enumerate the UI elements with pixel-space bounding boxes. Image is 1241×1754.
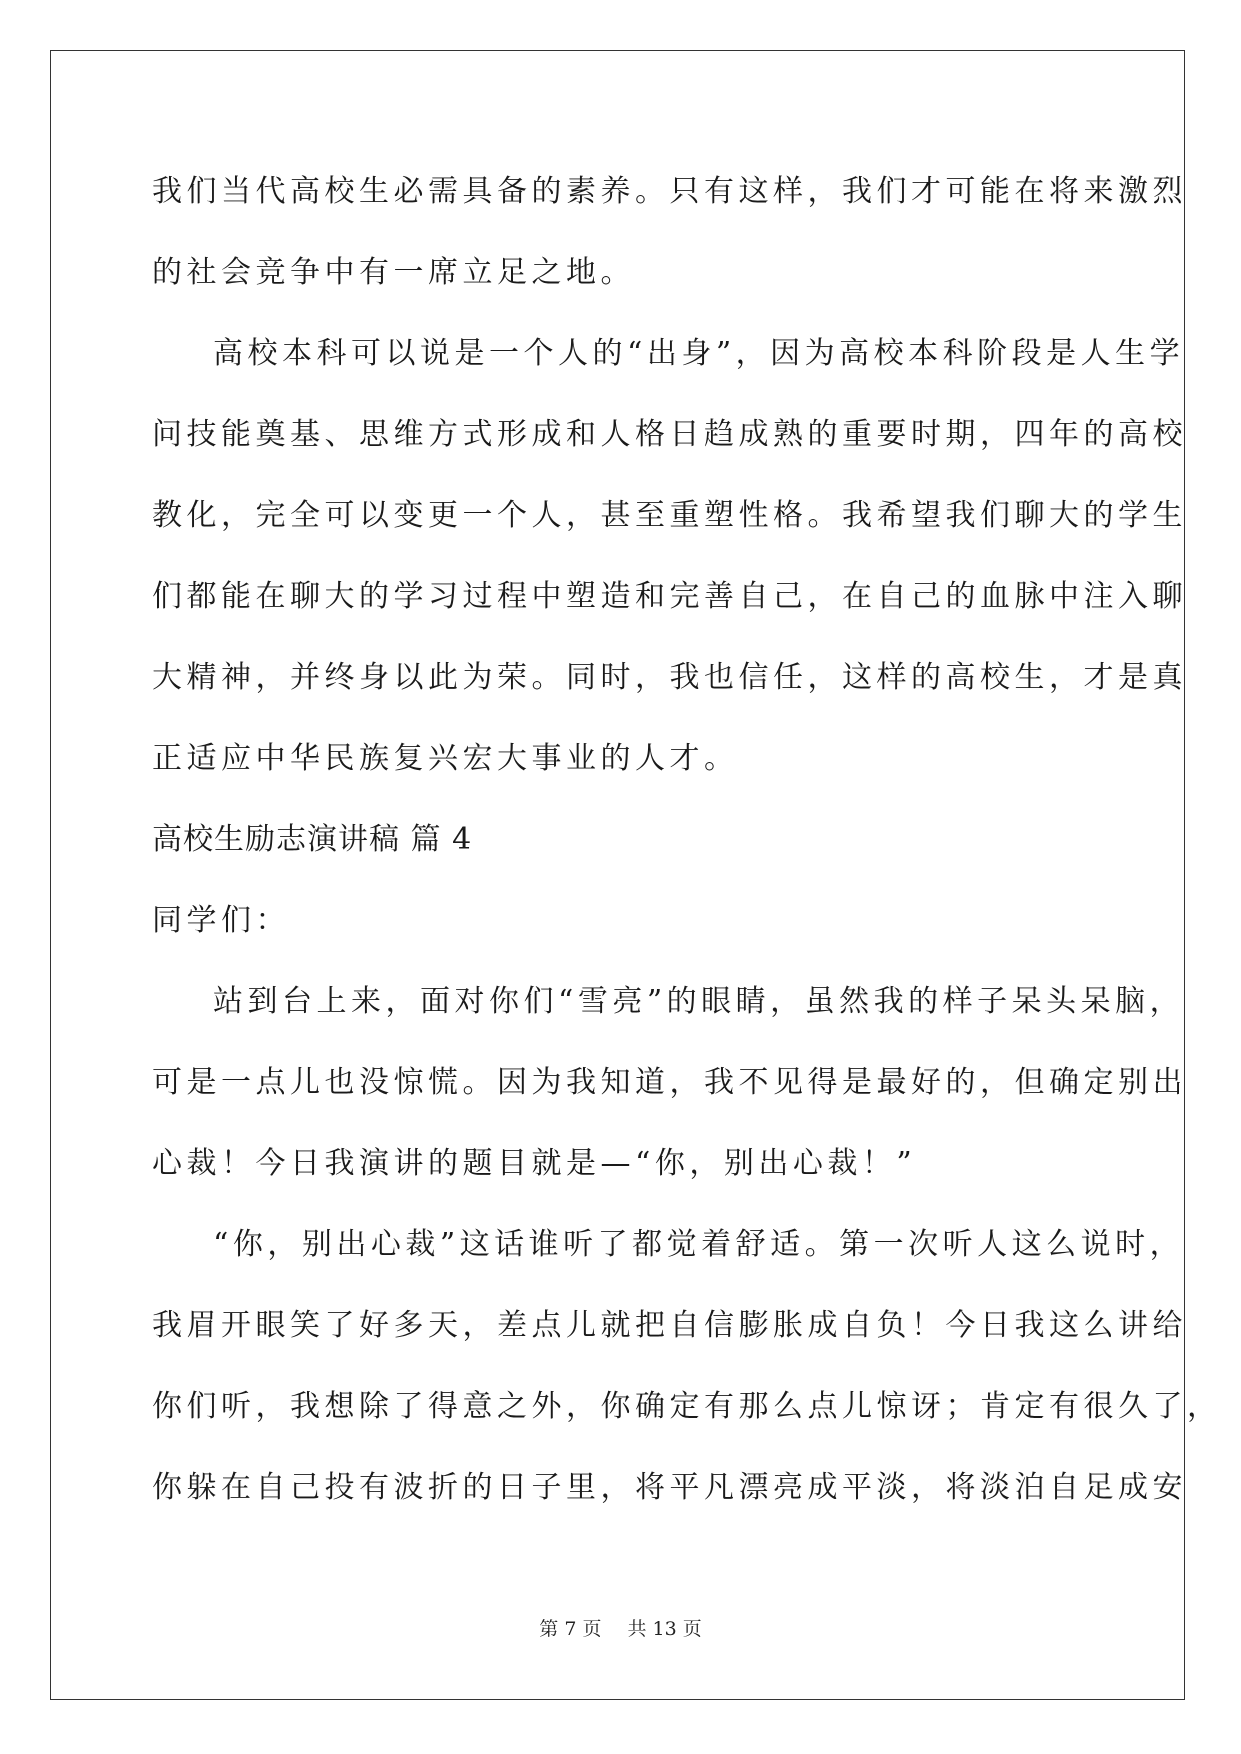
- text-line: 心裁！今日我演讲的题目就是—“你，别出心裁！”: [152, 1146, 917, 1181]
- text-line: 问技能奠基、思维方式形成和人格日趋成熟的重要时期，四年的高校: [152, 417, 1187, 452]
- salutation: 同学们：: [152, 903, 290, 938]
- text-line: 我们当代高校生必需具备的素养。只有这样，我们才可能在将来激烈: [152, 174, 1187, 209]
- text-line: 我眉开眼笑了好多天，差点儿就把自信膨胀成自负！今日我这么讲给: [152, 1308, 1187, 1343]
- text-line: 站到台上来，面对你们“雪亮”的眼睛，虽然我的样子呆头呆脑，: [213, 984, 1185, 1019]
- text-line: “你，别出心裁”这话谁听了都觉着舒适。第一次听人这么说时，: [213, 1227, 1185, 1262]
- page-border: [50, 50, 1185, 1700]
- text-line: 正适应中华民族复兴宏大事业的人才。: [152, 741, 739, 776]
- text-line: 你躲在自己投有波折的日子里，将平凡漂亮成平淡，将淡泊自足成安: [152, 1470, 1187, 1505]
- text-line: 教化，完全可以变更一个人，甚至重塑性格。我希望我们聊大的学生: [152, 498, 1187, 533]
- section-heading: 高校生励志演讲稿 篇 4: [152, 822, 473, 857]
- text-line: 你们听，我想除了得意之外，你确定有那么点儿惊讶；肯定有很久了，: [152, 1389, 1222, 1424]
- text-line: 可是一点儿也没惊慌。因为我知道，我不见得是最好的，但确定别出: [152, 1065, 1187, 1100]
- page-footer: [0, 1617, 1241, 1641]
- page-total: 共 13 页: [627, 1618, 702, 1640]
- text-line: 高校本科可以说是一个人的“出身”，因为高校本科阶段是人生学: [213, 336, 1185, 371]
- text-line: 的社会竞争中有一席立足之地。: [152, 255, 635, 290]
- page-number: 第 7 页: [539, 1618, 602, 1640]
- text-line: 大精神，并终身以此为荣。同时，我也信任，这样的高校生，才是真: [152, 660, 1187, 695]
- text-line: 们都能在聊大的学习过程中塑造和完善自己，在自己的血脉中注入聊: [152, 579, 1187, 614]
